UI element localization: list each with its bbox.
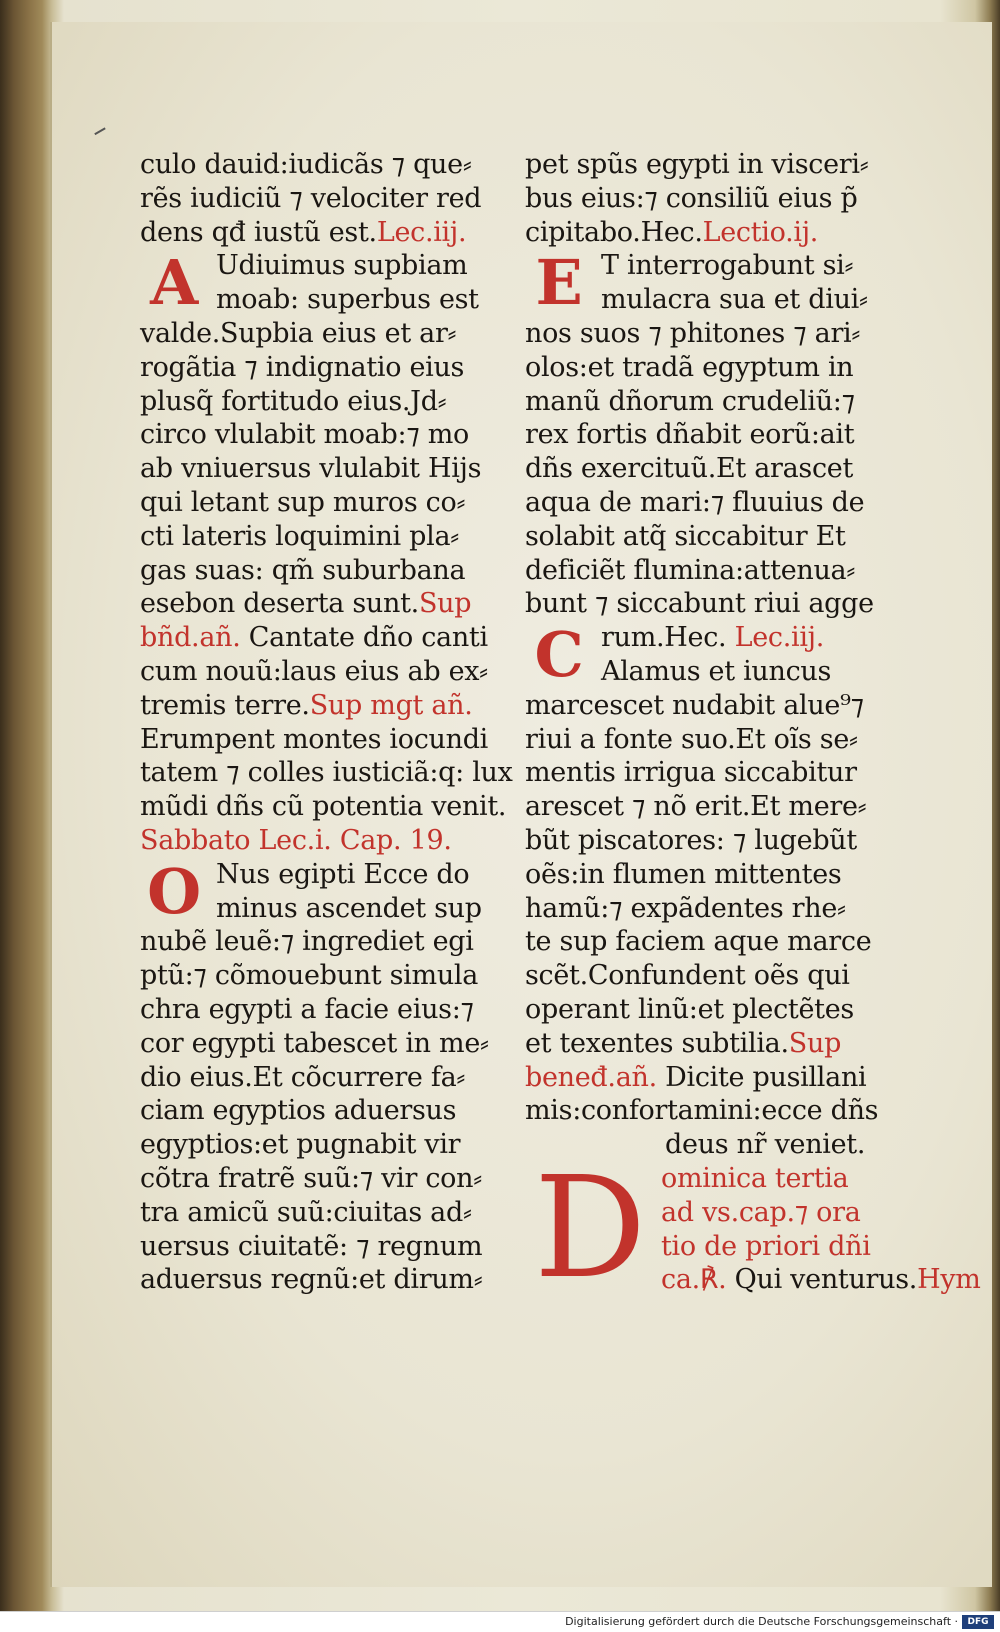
text-line [140, 1128, 510, 1162]
left-column [140, 148, 513, 1297]
text-line [525, 216, 895, 250]
text-line [525, 182, 895, 216]
body-text: arescet ⁊ nõ erit.Et mere⸗ [525, 791, 867, 823]
text-line [140, 925, 510, 959]
text-line [525, 790, 895, 824]
rubric-text: Sup [788, 1027, 842, 1059]
initial-letter: C [534, 618, 584, 692]
body-text: dio eius.Et cõcurrere fa⸗ [140, 1061, 466, 1093]
rubric-text: Lectio.ij. [702, 216, 819, 248]
rubric-text: Sup mgt añ. [309, 689, 473, 721]
body-text: qui letant sup muros co⸗ [140, 486, 466, 518]
text-line [525, 689, 895, 723]
text-line [525, 587, 895, 621]
body-text: T interrogabunt si⸗ [601, 250, 854, 282]
large-initial-letter: D [534, 1146, 646, 1310]
right-column [525, 148, 981, 1310]
text-line [525, 858, 895, 892]
initial-letter: O [147, 854, 201, 928]
body-text: mis:confortamini:ecce dñs [525, 1095, 879, 1127]
body-text: olos:et tradã egyptum in [525, 351, 854, 383]
body-text: mulacra sua et diui⸗ [601, 284, 868, 316]
body-text: esebon deserta sunt. [140, 588, 419, 620]
text-line [140, 1061, 510, 1095]
body-text: valde.Supbia eius et ar⸗ [140, 317, 457, 349]
text-line [140, 418, 510, 452]
rubric-text: Hym [917, 1264, 981, 1296]
body-text: te sup faciem aque marce [525, 926, 872, 958]
text-line [140, 621, 510, 655]
body-text: ab vniuersus vlulabit Hijs [140, 453, 482, 485]
body-text: Cantate dño canti [240, 622, 488, 654]
body-text: bunt ⁊ siccabunt riui agge [525, 588, 874, 620]
rubric-text: ca.℟. [661, 1264, 727, 1296]
text-line [525, 756, 895, 790]
text-line [140, 723, 510, 757]
body-text: dens qđ iustũ est. [140, 216, 377, 248]
body-text: tatem ⁊ colles iusticiã:q: lux [140, 757, 513, 789]
body-text: hamũ:⁊ expãdentes rhe⸗ [525, 892, 846, 924]
body-text: aqua de mari:⁊ fluuius de [525, 486, 865, 518]
text-line [525, 148, 895, 182]
text-line [525, 892, 895, 926]
text-line [525, 1094, 895, 1128]
body-text: cti lateris loquimini pla⸗ [140, 520, 459, 552]
rubric-text: ominica tertia [661, 1162, 849, 1194]
body-text: circo vlulabit moab:⁊ mo [140, 419, 469, 451]
body-text: rum.Hec. [601, 622, 727, 654]
body-text: gas suas: qm̃ suburbana [140, 554, 466, 586]
text-line [140, 790, 510, 824]
body-text: Udiuimus supbiam [216, 250, 468, 282]
body-text: cor egypti tabescet in me⸗ [140, 1027, 489, 1059]
body-text: plusq̃ fortitudo eius.Jd⸗ [140, 385, 447, 417]
text-line [140, 148, 510, 182]
body-text: rex fortis dñabit eorũ:ait [525, 419, 855, 451]
body-text: marcescet nudabit alue⁹⁊ [525, 689, 864, 721]
text-line [525, 317, 895, 351]
rubric-text: bñd.añ. [140, 622, 241, 654]
body-text: minus ascendet sup [216, 892, 482, 924]
text-line [140, 1196, 510, 1230]
body-text: deficiẽt flumina:attenua⸗ [525, 554, 856, 586]
text-line [525, 452, 895, 486]
text-line [525, 925, 895, 959]
text-line [140, 1162, 510, 1196]
text-line [525, 1061, 895, 1095]
body-text: rẽs iudiciũ ⁊ velociter red [140, 182, 482, 214]
body-text: bũt piscatores: ⁊ lugebũt [525, 824, 857, 856]
body-text: cipitabo.Hec. [525, 216, 703, 248]
body-text: nos suos ⁊ phitones ⁊ ari⸗ [525, 317, 861, 349]
text-line [525, 1027, 895, 1061]
body-text: operant linũ:et plectẽtes [525, 993, 854, 1025]
rubric-text: tio de priori dñi [661, 1230, 871, 1262]
text-line [140, 520, 510, 554]
body-text: Nus egipti Ecce do [216, 858, 470, 890]
initial-block [140, 246, 510, 320]
body-text: nubẽ leuẽ:⁊ ingrediet egi [140, 926, 474, 958]
body-text: Erumpent montes iocundi [140, 723, 489, 755]
body-text: moab: superbus est [216, 284, 479, 316]
text-line [140, 756, 513, 790]
body-text: pet spũs egypti in visceri⸗ [525, 149, 869, 180]
text-line [525, 993, 895, 1027]
initial-letter: E [535, 246, 583, 320]
text-line [140, 655, 510, 689]
text-line [140, 385, 510, 419]
body-text: chra egypti a facie eius:⁊ [140, 993, 474, 1025]
text-line [140, 317, 510, 351]
body-text: tra amicũ suũ:ciuitas ad⸗ [140, 1196, 472, 1228]
rubric-text: beneđ.añ. [525, 1061, 657, 1093]
rubric-text: Sabbato Lec.i. Cap. 19. [140, 824, 452, 856]
text-line [140, 554, 510, 588]
text-line [140, 993, 510, 1027]
text-line [140, 182, 510, 216]
text-line [525, 486, 895, 520]
initial-block [140, 854, 510, 928]
text-line [140, 824, 510, 858]
text-line [140, 1027, 510, 1061]
body-text: aduersus regnũ:et dirum⸗ [140, 1264, 483, 1296]
initial-block [525, 246, 895, 320]
text-line [140, 486, 510, 520]
body-text: solabit atq̃ siccabitur Et [525, 520, 846, 552]
text-line [140, 959, 510, 993]
text-line [140, 351, 510, 385]
text-line [525, 959, 895, 993]
body-text: uersus ciuitatẽ: ⁊ regnum [140, 1230, 483, 1262]
text-line [525, 824, 895, 858]
initial-letter: A [150, 246, 198, 320]
text-line [525, 723, 895, 757]
body-text: cum nouũ:laus eius ab ex⸗ [140, 655, 488, 687]
rubric-text: Lec.iij. [376, 216, 467, 248]
text-line [525, 385, 895, 419]
body-text: egyptios:et pugnabit vir [140, 1129, 461, 1161]
rubric-text: ad vs.cap.⁊ ora [661, 1196, 861, 1228]
text-line [525, 418, 895, 452]
body-text: dñs exercituũ.Et arascet [525, 453, 854, 485]
footer-credit: Digitalisierung gefördert durch die Deutsche Forschungsgemeinschaft · [565, 1615, 958, 1628]
body-text: cõtra fratrẽ suũ:⁊ vir con⸗ [140, 1162, 482, 1194]
text-line [140, 452, 510, 486]
body-text: manũ dñorum crudeliũ:⁊ [525, 385, 855, 417]
body-text: Dicite pusillani [656, 1061, 867, 1093]
body-text: mentis irrigua siccabitur [525, 757, 857, 789]
text-line [140, 1230, 510, 1264]
body-text: et texentes subtilia. [525, 1027, 789, 1059]
body-text: mũdi dñs cũ potentia venit. [140, 791, 507, 823]
body-text: Alamus et iuncus [601, 655, 832, 687]
text-line [140, 1263, 510, 1297]
rubric-text: Sup [418, 588, 472, 620]
text-line [140, 1094, 510, 1128]
text-line [525, 520, 895, 554]
body-text: ptũ:⁊ cõmouebunt simula [140, 960, 479, 992]
body-text: ciam egyptios aduersus [140, 1095, 457, 1127]
body-text: scẽt.Confundent oẽs qui [525, 960, 850, 992]
body-text: bus eius:⁊ consiliũ eius p̃ [525, 182, 858, 214]
rubric-text: Lec.iij. [726, 622, 825, 654]
text-line [140, 689, 510, 723]
text-line [525, 351, 895, 385]
body-text: riui a fonte suo.Et oĩs se⸗ [525, 723, 858, 755]
body-text: tremis terre. [140, 689, 310, 721]
body-text: rogãtia ⁊ indignatio eius [140, 351, 465, 383]
text-line [525, 554, 895, 588]
text-line [140, 587, 510, 621]
text-line [140, 216, 510, 250]
initial-block [525, 618, 895, 692]
dfg-logo: DFG [962, 1615, 994, 1629]
body-text: Qui venturus. [726, 1264, 918, 1296]
body-text: oẽs:in flumen mittentes [525, 858, 842, 890]
large-initial-block [525, 1146, 981, 1310]
body-text: culo dauid:iudicãs ⁊ que⸗ [140, 149, 472, 180]
body-text: deus nr̃ veniet. [665, 1129, 866, 1161]
footer-strip [0, 1611, 1000, 1632]
